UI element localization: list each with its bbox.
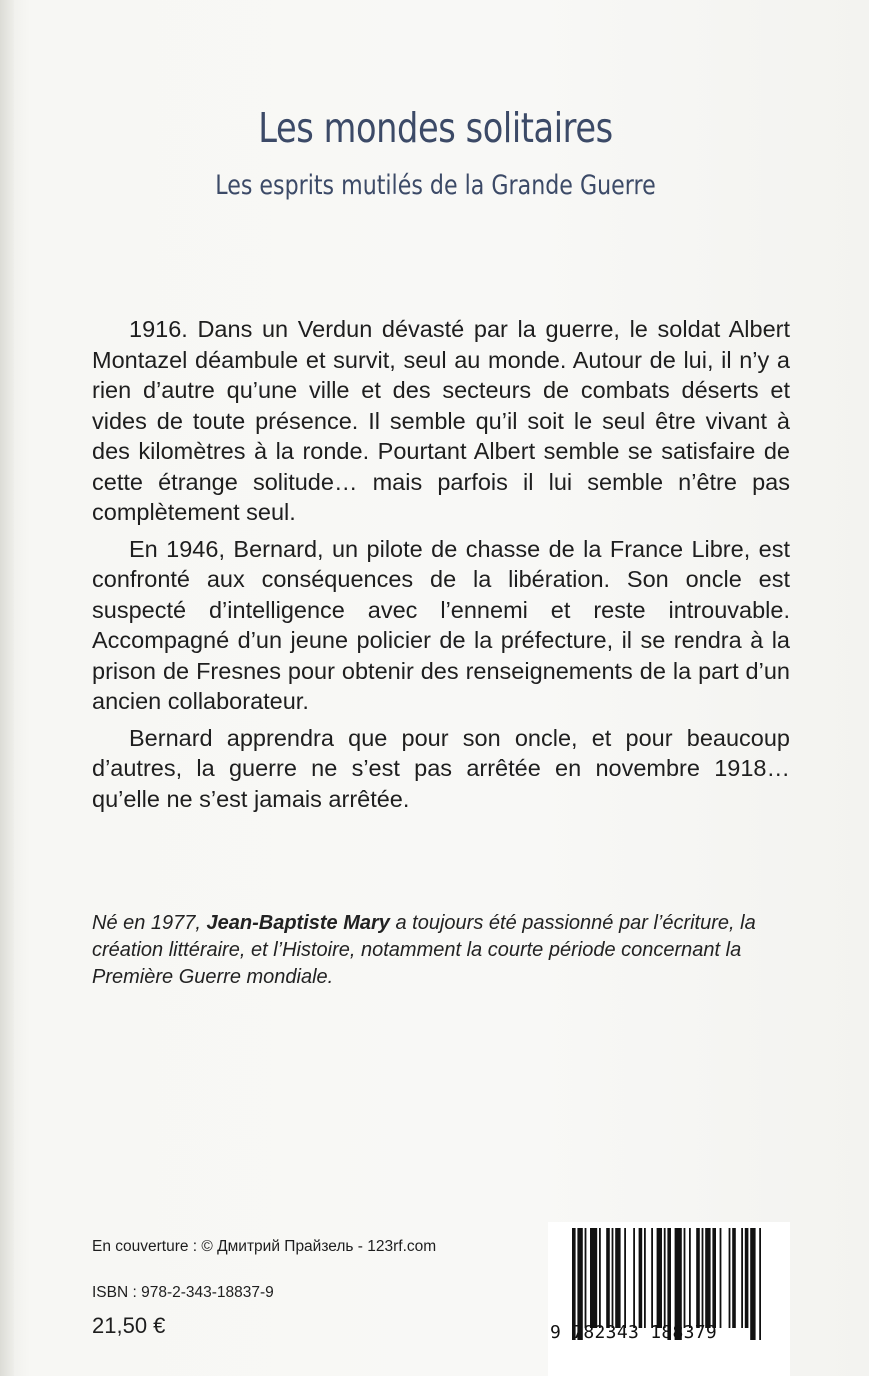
- book-title: Les mondes solitaires: [258, 104, 613, 152]
- barcode: [548, 1222, 790, 1376]
- synopsis-paragraph: 1916. Dans un Verdun dévasté par la guerre, le soldat Albert Montazel déambule et survit, seul au monde. Autour de lui, il n’y a rien d’autre qu’une ville et des secteurs de combats déserts et vides de toute présence. Il semble qu’il soit le seul être vivant à des kilomètres à la ronde. Pourtant Albert semble se satisfaire de cette étrange solitude… mais parfois il lui semble n’être pas complètement seul.: [92, 316, 790, 525]
- synopsis-paragraph: En 1946, Bernard, un pilote de chasse de la France Libre, est confronté aux conséquences de la libération. Son oncle est suspecté d’intelligence avec l’ennemi et reste introuvable. Accompagné d’un jeune policier de la préfecture, il se rendra à la prison de Fresnes pour obtenir des renseignements de la part d’un ancien collaborateur.: [92, 535, 790, 714]
- price: 21,50 €: [92, 1313, 166, 1338]
- barcode-bar: [720, 1228, 722, 1328]
- barcode-bar: [741, 1228, 743, 1328]
- synopsis: [92, 314, 790, 820]
- barcode-bar: [624, 1228, 626, 1328]
- barcode-bar: [633, 1228, 635, 1328]
- barcode-bar: [615, 1228, 620, 1328]
- barcode-bar: [657, 1228, 662, 1328]
- barcode-bar: [599, 1228, 601, 1328]
- cover-edge: [0, 0, 14, 1376]
- barcode-bar: [606, 1228, 610, 1328]
- barcode-bar: [585, 1228, 587, 1328]
- barcode-bar: [651, 1228, 653, 1328]
- barcode-bar: [590, 1228, 597, 1328]
- book-subtitle: Les esprits mutilés de la Grande Guerre: [215, 170, 656, 201]
- barcode-bar: [696, 1228, 700, 1328]
- synopsis-paragraph: Bernard apprendra que pour son oncle, et pour beaucoup d’autres, la guerre ne s’est pas arrêtée en novembre 1918… qu’elle ne s’est jamais arrêtée.: [92, 724, 790, 812]
- author-bio: [92, 910, 792, 991]
- barcode-bar: [639, 1228, 643, 1328]
- barcode-bar: [664, 1228, 666, 1328]
- barcode-bar: [644, 1228, 646, 1328]
- barcode-bar: [729, 1228, 731, 1328]
- bio-intro: Né en 1977,: [92, 912, 207, 934]
- barcode-digits: 9 782343 188379: [550, 1322, 718, 1343]
- barcode-bar: [745, 1228, 749, 1328]
- barcode-bar: [712, 1228, 716, 1328]
- barcode-bar: [702, 1228, 704, 1328]
- barcode-bar: [732, 1228, 736, 1328]
- isbn: ISBN : 978-2-343-18837-9: [92, 1284, 274, 1301]
- bio-text: a toujours été passionné par l’écriture, la création littéraire, et l’Histoire, notamment la courte période concernant la Première Guerre mondiale.: [92, 912, 756, 988]
- barcode-bar: [705, 1228, 710, 1328]
- barcode-bar: [689, 1228, 691, 1328]
- author-name: Jean-Baptiste Mary: [206, 912, 390, 934]
- cover-credit: En couverture : © Дмитрий Прайзель - 123rf.com: [92, 1238, 437, 1255]
- barcode-bar: [612, 1228, 614, 1328]
- barcode-bar: [684, 1228, 686, 1328]
